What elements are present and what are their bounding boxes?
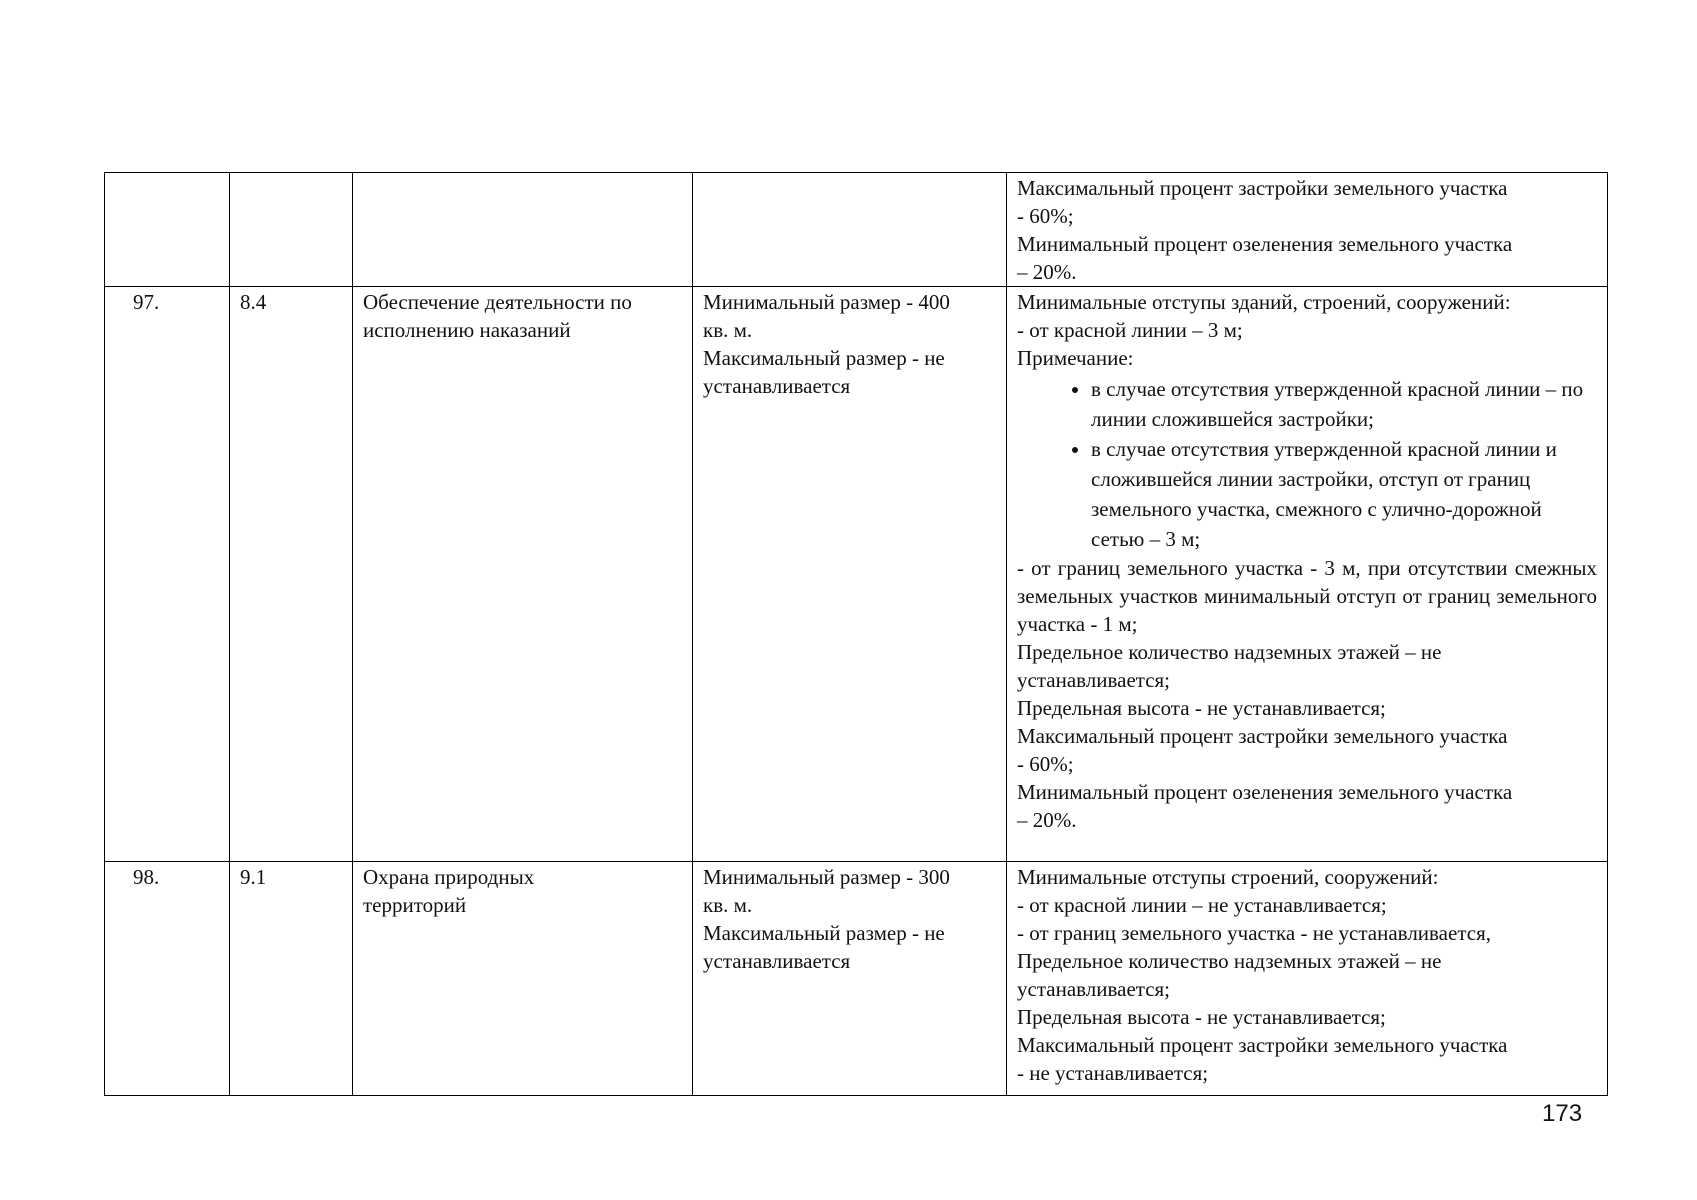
type-name-cell [353,173,693,287]
type-code-cell: 8.4 [230,287,353,862]
note-item: • в случае отсутствия утвержденной красной линии и сложившейся линии застройки, отступ от границ земельного участка, смежного с улично-дорожной сетью – 3 м; [1091,434,1597,554]
param-line: устанавливается; [1017,668,1171,692]
param-line: Предельное количество надземных этажей – не [1017,640,1442,664]
type-name-cell: Обеспечение деятельности по исполнению наказаний [353,287,693,862]
param-line: – 20%. [1017,808,1077,832]
param-line: устанавливается; [1017,977,1171,1001]
param-line: Минимальные отступы строений, сооружений: [1017,865,1439,889]
size-line: кв. м. [703,893,753,917]
parameters-cell [1007,173,1608,287]
size-line: кв. м. [703,318,753,342]
notes-list [1017,374,1597,554]
param-line: - от красной линии – не устанавливается; [1017,893,1387,917]
row-number-cell: 97. [105,287,230,862]
table-row [105,287,1608,862]
name-line: территорий [363,893,467,917]
param-line: Максимальный процент застройки земельного участка [1017,1033,1508,1057]
plot-size-cell [693,862,1007,1096]
note-label: Примечание: [1017,346,1134,370]
param-line: Максимальный процент застройки земельного участка [1017,724,1508,748]
row-number-cell: 98. [105,862,230,1096]
size-line: Максимальный размер - не [703,921,945,945]
size-line: устанавливается [703,374,851,398]
parameters-cell [1007,862,1608,1096]
param-line: Минимальный процент озеленения земельного участка [1017,780,1513,804]
param-line: Максимальный процент застройки земельного участка [1017,176,1508,200]
type-code-cell: 9.1 [230,862,353,1096]
type-name-cell [353,862,693,1096]
param-line: - от красной линии – 3 м; [1017,318,1243,342]
zoning-parameters-table [104,172,1608,1096]
size-line: Максимальный размер - не [703,346,945,370]
type-code-cell [230,173,353,287]
param-line: Предельное количество надземных этажей – не [1017,949,1442,973]
row-number-cell [105,173,230,287]
param-line: - от границ земельного участка - не устанавливается, [1017,921,1491,945]
param-line: - 60%; [1017,752,1074,776]
parameters-cell [1007,287,1608,862]
param-line: - не устанавливается; [1017,1061,1209,1085]
note-item: • в случае отсутствия утвержденной красной линии – по линии сложившейся застройки; [1091,374,1597,434]
page-number: 173 [1542,1100,1583,1127]
table-row [105,173,1608,287]
plot-size-cell [693,287,1007,862]
param-line: Минимальные отступы зданий, строений, сооружений: [1017,290,1511,314]
plot-size-cell [693,173,1007,287]
name-line: Охрана природных [363,865,535,889]
param-line: Минимальный процент озеленения земельного участка [1017,232,1513,256]
size-line: Минимальный размер - 400 [703,290,950,314]
param-line: Предельная высота - не устанавливается; [1017,1005,1386,1029]
table-row [105,862,1608,1096]
param-line: Предельная высота - не устанавливается; [1017,696,1386,720]
param-paragraph: - от границ земельного участка - 3 м, при отсутствии смежных земельных участков минимальный отступ от границ земельного участка - 1 м; [1017,556,1597,636]
size-line: Минимальный размер - 300 [703,865,950,889]
param-line: - 60%; [1017,204,1074,228]
size-line: устанавливается [703,949,851,973]
param-line: – 20%. [1017,260,1077,284]
